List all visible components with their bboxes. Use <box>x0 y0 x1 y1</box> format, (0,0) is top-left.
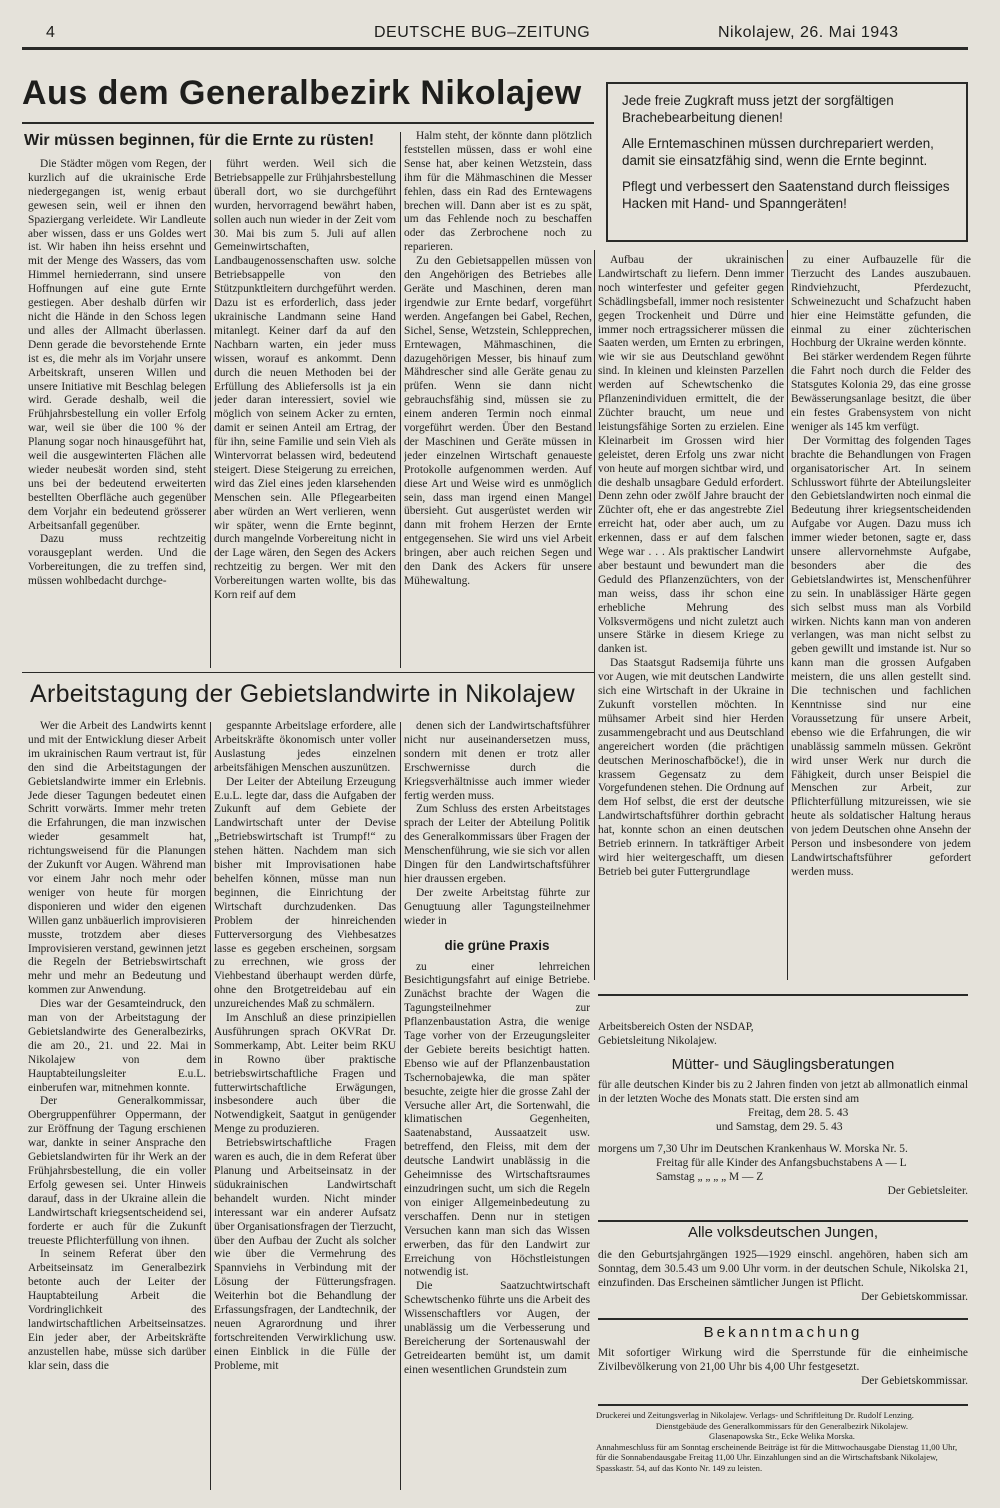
paragraph: Dazu muss rechtzeitig vorausgeplant werden. Und die Vorbereitungen, die zu treffen sind, müssen wohlbedacht durchge- <box>28 533 206 588</box>
impressum <box>596 1410 968 1474</box>
announcement-signature: Der Gebietskommissar. <box>861 1375 968 1387</box>
article1-col2 <box>214 158 396 670</box>
paragraph: Bei stärker werdendem Regen führte die Fahrt noch durch die Felder des Statsgutes Kolonia 29, das eine grosse Bewässerungsanlage besitzt, die über ein festes Grabensystem von nicht weniger als 145 km verfügt. <box>791 351 971 433</box>
announcement-title: Alle volksdeutschen Jungen, <box>687 1224 879 1241</box>
article2-col1 <box>28 720 206 1492</box>
slogan-3: Pflegt und verbessert den Saatenstand durch fleissiges Hacken mit Hand- und Spanngeräten! <box>622 179 950 211</box>
column-rule <box>210 160 211 668</box>
header-rule <box>22 47 968 50</box>
announcement-body: Mit sofortiger Wirkung wird die Sperrstunde für die einheimische Zivilbevölkerung von 21,00 Uhr bis 4,00 Uhr festgesetzt. <box>598 1347 968 1373</box>
announcement-date: und Samstag, dem 29. 5. 43 <box>716 1121 843 1133</box>
paragraph: zu einer lehrreichen Besichtigungsfahrt auf einige Betriebe. Zunächst brachte der Wagen die Tagungsteilnehmer zur Pflanzenbaustation Astra, die wenige Tage vorher von der Erzeugungsleiter der Gebiete bereits besichtigt hatten. Ebenso wie auf der Pflanzenbaustation Tschernobajewka, die man später besuchte, zeigte hier die grosse Zahl der Versuche aller Art, die Sortenwahl, die klimatischen Gegenheiten, Saatenabstand, Aussaatzeit usw. betreffend, den Fleiss, mit dem der deutsche Landwirt unablässig in die Geheimnisse des Wirtschaftsraumes einzudringen sucht, um sich die Regeln von einiger Allgemeinbedeutung zu verschaffen. Denn nur in stetigen Versuchen kann man sich das Wissen erwerben, das für den Landwirt zur Erreichung von Höchstleistungen notwendig ist. <box>404 960 590 1279</box>
article1-col1 <box>28 158 206 670</box>
paragraph: Halm steht, der könnte dann plötzlich feststellen müssen, dass er wohl eine Sense hat, aber keinen Wetzstein, dass ihm für die Mähmaschinen die Messer fehlen, dass ein Rad des Erntewagens brechen will. Dann aber ist es zu spät, um das Fehlende noch zu beschaffen oder das Zerbrochene noch zu reparieren. <box>404 130 592 254</box>
article2-title: Arbeitstagung der Gebietslandwirte in Nikolajew <box>30 680 575 708</box>
impressum-line: Glasenapowska Str., Ecke Welika Morska. <box>709 1431 855 1442</box>
paragraph: Der Vormittag des folgenden Tages brachte die Behandlungen von Fragen organisatorischer Art. In seinem Schlusswort führte der Abteilungsleiter den Gebietslandwirten noch einmal die Bedeutung ihrer kriegsentscheidenden Aufgabe vor Augen. Dazu muss ich immer wieder betonen, sagte er, dass unsere allervornehmste Aufgabe, besonders aber die des Gebietslandwirtes ist, Menschenführer zu sein. In unablässiger Härte gegen sich selbst muss man als Vorbild wirken. Nichts kann man von anderen verlangen, was man nicht selbst zu geben gewillt und imstande ist. Nur so kann man die grossen Aufgaben meistern, die uns allen gestellt sind. Die technischen und fachlichen Kenntnisse sind nur eine Voraussetzung für unsere Arbeit, ebenso wie die Erfahrungen, die wir unablässig sammeln müssen. Gekrönt wird unser Werk nur durch die Fähigkeit, durch unser Beispiel die Menschen zur Arbeit, zur Pflichterfüllung mitzureissen, wie sie heute als soldatischer Haltung heraus von jedem Deutschen ohne Ansehn der Person und insbesondere von jedem Landwirtschaftsführer gefordert werden muss. <box>791 434 971 878</box>
announcement-org: Arbeitsbereich Osten der NSDAP, Gebietsleitung Nikolajew. <box>598 1021 754 1047</box>
slogan-2: Alle Erntemaschinen müssen durchrepariert werden, damit sie einsatzfähig sind, wenn die Ernte beginnt. <box>622 136 934 168</box>
announcement-mothers <box>598 1020 968 1198</box>
paragraph: denen sich der Landwirtschaftsführer nicht nur auseinandersetzen muss, sondern mit denen er trotz aller Erschwernisse durch die Kriegsverhältnisse auch immer wieder fertig werden muss. <box>404 720 590 802</box>
announcement-rule <box>598 1318 968 1320</box>
announcement-body: für alle deutschen Kinder bis zu 2 Jahren finden von jetzt ab allmonatlich einmal in der letzten Woche des Monats statt. Die ersten sind am <box>598 1079 968 1105</box>
article2-col3 <box>404 720 590 1492</box>
paragraph: Wer die Arbeit des Landwirts kennt und mit der Entwicklung dieser Arbeit im ukrainischen Raum vertraut ist, für den sind die Arbeitstagungen der Gebietslandwirte immer ein Erlebnis. Jede dieser Tagungen bedeutet einen Schritt vorwärts. Immer mehr treten die Erfahrungen, die man inzwischen wieder gesammelt hat, richtungsweisend für die Planungen der Zukunft vor Augen. Während man vor einem Jahr noch mehr oder weniger von heute für morgen disponieren und wider den eigenen Willen ganz unbäuerlich improvisieren musste, trotzdem aber dieses Improvisieren verstand, gewinnen jetzt die Regeln der Betriebswirtschaft mehr und mehr an Bedeutung und kommen zur Anwendung. <box>28 720 206 997</box>
paragraph: Zum Schluss des ersten Arbeitstages sprach der Leiter der Abteilung Politik des Generalkommissars über Fragen der Menschenführung, wie sie sich vor allen Dingen für den Landwirtschaftsführer hier draussen ergeben. <box>404 803 590 885</box>
paragraph: Betriebswirtschaftliche Fragen waren es auch, die in dem Referat über Planung und Arbeitseinsatz in der südukrainischen Landwirtschaft behandelt wurden. Nicht minder interessant war ein anderer Aufsatz über Organisationsfragen der Tierzucht, über den Aufbau der Zucht als solcher wie über die Vermehrung des Spannviehs in Verbindung mit der Lösung der Fütterungsfragen. Weiterhin bot die Behandlung der Erfassungsfragen, der Landtechnik, der neuen Agrarordnung und ihrer fortschreitenden Verwirklichung usw. einen Einblick in die Fülle der Probleme, mit <box>214 1137 396 1372</box>
paragraph: gespannte Arbeitslage erfordere, alle Arbeitskräfte ökonomisch unter voller Auslastung jedes einzelnen arbeitsfähigen Menschen auszunützen. <box>214 720 396 774</box>
article1-title: Wir müssen beginnen, für die Ernte zu rüsten! <box>24 132 375 149</box>
page-header <box>40 24 960 46</box>
announcement-date: Freitag, dem 28. 5. 43 <box>748 1107 849 1119</box>
paragraph: Die Städter mögen vom Regen, der kurzlich auf die ukrainische Erde niedergegangen ist, wenig erbaut gewesen sein, weil er ihnen den Spaziergang verleidete. Wir Landleute aber wissen, dass er uns Goldes wert ist. Wir haben ihn heiss ersehnt und mit der Menge des Wassers, das vom Himmel herniederrann, sind unsere Hoffnungen auf eine gute Ernte gestiegen. Aber deshalb dürfen wir nicht die Hände in den Schoss legen und alles der Allmacht überlassen. Denn gerade die bevorstehende Ernte ist es, die mehr als im Vorjahr unsere Arbeitskraft, unseren Willen und unsere Initiative mit Beschlag belegen wird. Gerade deshalb, weil die Frühjahrsbestellung ein voller Erfolg war, weil sie über die 100 % der Planung sogar noch hinausgeführt hat, weil die ausgewinterten Flächen alle wieder neubesät worden sind, steht uns bei der bedeutend erweiterten bestellten Oberfläche auch gegenüber dem Vorjahr ein bedeutend grösserer Arbeitsanfall gegenüber. <box>28 158 206 532</box>
paragraph: Die Saatzuchtwirtschaft Schewtschenko führte uns die Arbeit des Wissenschaftlers vor Augen, der unablässig um die Verbesserung und Bereicherung der Sortenauswahl der Getreidearten bemüht ist, um damit einen wesentlichen Grundstein zum <box>404 1280 590 1376</box>
announcement-youth <box>598 1226 968 1304</box>
column-rule <box>210 722 211 1490</box>
slogan-box <box>606 82 968 242</box>
announcement-curfew <box>598 1326 968 1388</box>
announcement-body: die den Geburtsjahrgängen 1925—1929 einschl. angehören, haben sich am Sonntag, dem 30.5.43 um 9.00 Uhr vorm. in der deutschen Schule, Nikolska 21, einzufinden. Das Erscheinen sämtlicher Jungen ist Pflicht. <box>598 1249 968 1289</box>
impressum-line: Annahmeschluss für am Sonntag erscheinende Beiträge ist für die Mittwochausgabe Dienstag 11,00 Uhr, für die Sonnabendausgabe Freitag 11,00 Uhr. Einzahlungen sind an die Wirtschaftsbank Nikolajew, Spasskastr. 54, auf das Konto Nr. 149 zu leisten. <box>596 1441 958 1473</box>
announcement-title: Bekanntmachung <box>703 1324 863 1341</box>
subheading: die grüne Praxis <box>444 937 550 953</box>
article-col5 <box>791 254 971 984</box>
announcement-title: Mütter- und Säuglingsberatungen <box>671 1056 895 1073</box>
announcement-signature: Der Gebietsleiter. <box>887 1185 968 1197</box>
paragraph: Im Anschluß an diese prinzipiellen Ausführungen sprach OKVRat Dr. Sommerkamp, Abt. Leiter beim RKU in Rowno über praktische betriebswirtschaftliche Fragen und futterwirtschaftliche Erwägungen, insbesondere auch über die Notwendigkeit, Saatgut in genügender Menge zu produzieren. <box>214 1012 396 1136</box>
section-title: Aus dem Generalbezirk Nikolajew <box>22 74 582 112</box>
paragraph: Aufbau der ukrainischen Landwirtschaft zu liefern. Denn immer noch winterfester und gefeiter gegen Schädlingsbefall, immer noch resistenter gegen Trockenheit und Dürre und immer noch ertragssicherer müssen die Saaten werden, um Ernten zu erbringen, wie wir sie aus Deutschland gewöhnt sind. In kleinen und kleinsten Parzellen werden auf Schewtschenko die Pflanzenindividuen ermittelt, die der Züchter braucht, um neue und leistungsfähige Sorten zu erzielen. Eine Kleinarbeit im Grossen wird hier geleistet, deren Erfolg uns zwar nicht von heute auf morgen sichtbar wird, und die deshalb unsagbare Geduld erfordert. Denn zehn oder zwölf Jahre braucht der Züchter oft, ehe er das angestrebte Ziel erreicht hat, oder aber auch, um zu erkennen, dass er auf dem falschen Wege war . . . Als praktischer Landwirt aber bestaunt und bewundert man die Geduld des Pflanzenzüchters, von der man weiss, dass ihr schon eine erhebliche Mehrung des Volksvermögens und nicht zuletzt auch unsere Stärke in diesem Kriege zu danken ist. <box>598 254 784 656</box>
article2-col2 <box>214 720 396 1492</box>
paragraph: Zu den Gebietsappellen müssen von den Angehörigen des Betriebes alle Geräte und Maschinen, deren man irgendwie zur Ernte bedarf, vorgeführt werden. Angefangen bei Gabel, Rechen, Sichel, Sense, Wetzstein, Schlepprechen, Erntewagen, Mähmaschinen, die dazugehörigen Messer, bis hinauf zum Mähdrescher sind alle Geräte genau zu prüfen. Wenn sie dann nicht gebrauchsfähig sind, müssen sie zu einem anderen Termin noch einmal vorgeführt werden. Über den Bestand der Maschinen und Geräte müssen in jeder einzelnen Wirtschaft genaueste Protokolle aufgenommen werden. Auf diese Art und Weise wird es unmöglich sein, dass man irgend einen Mangel übersieht. Gut ausgerüstet werden wir dann mit frohem Herzen der Ernte entgegensehen. Sie wird uns viel Arbeit bringen, aber auch reichen Segen und den Dank des Ackers für unsere Mühewaltung. <box>404 255 592 587</box>
newspaper-name: DEUTSCHE BUG–ZEITUNG <box>374 24 591 41</box>
page-number: 4 <box>46 24 56 41</box>
paragraph: Dies war der Gesamteindruck, den man von der Arbeitstagung der Gebietslandwirte des Generalbezirks, die am 20., 21. und 22. Mai in Nikolajew von dem Hauptabteilungsleiter E.u.L. einberufen war, mitnehmen konnte. <box>28 998 206 1094</box>
paragraph: Der zweite Arbeitstag führte zur Genugtuung aller Tagungsteilnehmer wieder in <box>404 886 590 927</box>
announcement-signature: Der Gebietskommissar. <box>861 1291 968 1303</box>
title-rule <box>22 122 594 124</box>
paragraph: Der Generalkommissar, Obergruppenführer Oppermann, der zur Eröffnung der Tagung erschienen war, dankte in seiner Ansprache den Gebietslandwirten für ihr Werk an der Frühjahrsbestellung, die ein voller Erfolg gewesen sei. Unter Hinweis darauf, dass in der Ukraine allein die Landwirtschaft kriegsentscheidend sei, forderte er auch für die Zukunft treueste Pflichterfüllung von ihnen. <box>28 1095 206 1247</box>
slogan-1: Jede freie Zugkraft muss jetzt der sorgfältigen Brachebearbeitung dienen! <box>622 93 894 125</box>
paragraph: führt werden. Weil sich die Betriebsappelle zur Frühjahrsbestellung überall dort, wo sie durchgeführt wurden, hervorragend bewährt haben, sollen auch nun wieder in der Zeit vom 30. Mai bis zum 5. Juli auf allen Gemeinwirtschaften, Landbaugenossenschaften usw. solche Betriebsappelle von den Stützpunktleitern durchgeführt werden. Dazu ist es erforderlich, dass jeder ukrainische Landmann seine Hand mitanlegt. Keiner darf da auf den Nachbarn warten, ein jeder muss wissen, worauf es ankommt. Denn durch die neuen Methoden bei der Erfüllung des Abliefersolls ist ja ein jeder daran interessiert, soviel wie möglich von seinem Acker zu ernten, damit er seinen Anteil am Ertrag, der für ihn, seine Familie und sein Vieh als Wintervorrat belassen wird, bedeutend steigert. Diese Steigerung zu erreichen, wird das Ziel eines jeden klarsehenden Menschen sein. Alle Pflegearbeiten aber würden an Wert verlieren, wenn wir später, wenn die Ernte beginnt, durch mangelnde Vorbereitung nicht in der Lage wären, den Segen des Ackers rechtzeitig zu bergen. Wer mit den Vorbereitungen warten wollte, bis das Korn reif auf dem <box>214 158 396 602</box>
article1-col3 <box>404 130 592 670</box>
paragraph: Das Staatsgut Radsemija führte uns vor Augen, wie mit deutschen Landwirte sich eine Wirtschaft in der Ukraine in Zukunft vorstellen möchten. In mühsamer Arbeit sind hier Herden zusammengebracht und aus Deutschland angereichert worden (die prächtigen deutschen Merinoschafböcke!), die in krassem Gegensatz zu dem Vorgefundenen stehen. Die Ordnung auf dem Hof selbst, die erst der deutsche Landwirtschaftsführer dorthin gebracht hat, konnte schon an einen deutschen Betrieb erinnern. In tatkräftiger Arbeit wird hier weitergeschafft, um diesen Betrieb bei guter Futtergrundlage <box>598 657 784 878</box>
article-rule <box>22 672 594 673</box>
announcement-rule <box>598 994 968 996</box>
announcement-line: morgens um 7,30 Uhr im Deutschen Krankenhaus W. Morska Nr. 5. <box>598 1143 908 1155</box>
paragraph: Der Leiter der Abteilung Erzeugung E.u.L. legte dar, dass die Aufgaben der Zukunft auf dem Gebiete der Landwirtschaft unter der Devise „Betriebswirtschaft ist Trumpf!“ zu stehen hätten. Nachdem man sich bisher mit Improvisationen habe behelfen können, müsse man nun beginnen, die Einrichtung der Wirtschaft durchzudenken. Das Problem der hinreichenden Futterversorgung des Viehbesatzes lasse es gegeben erscheinen, sorgsam zu errechnen, wie gross der Viehbestand überhaupt werden dürfe, ohne den Brotgetreidebau auf ein unzureichendes Maß zu schmälern. <box>214 775 396 1011</box>
paragraph: In seinem Referat über den Arbeitseinsatz im Generalbezirk betonte auch der Leiter der Hauptabteilung Arbeit die Vordringlichkeit des landwirtschaftlichen Arbeitseinsatzes. Ein jeder aber, der Arbeitskräfte anzustellen habe, müsse sich darüber klar sein, dass die <box>28 1248 206 1372</box>
paragraph: zu einer Aufbauzelle für die Tierzucht des Landes auszubauen. Rindviehzucht, Pferdezucht, Schweinezucht und Schafzucht haben hier eine Heimstätte gefunden, die einmal zu einer züchterischen Hochburg der Ukraine werden könnte. <box>791 254 971 350</box>
column-rule <box>400 722 401 1490</box>
column-rule <box>787 250 788 980</box>
announcement-line: Samstag „ „ „ „ M — Z <box>656 1171 764 1183</box>
impressum-rule <box>598 1404 968 1406</box>
impressum-line: Dienstgebäude des Generalkommissars für den Generalbezirk Nikolajew. <box>655 1420 909 1431</box>
announcement-line: Freitag für alle Kinder des Anfangsbuchstabens A — L <box>656 1157 907 1169</box>
impressum-line: Druckerei und Zeitungsverlag in Nikolajew. Verlags- und Schriftleitung Dr. Rudolf Lenzing. <box>596 1410 914 1420</box>
article-col4 <box>598 254 784 984</box>
announcement-rule <box>598 1220 968 1222</box>
dateline: Nikolajew, 26. Mai 1943 <box>718 24 899 41</box>
column-rule <box>400 132 401 668</box>
column-rule <box>594 250 595 980</box>
